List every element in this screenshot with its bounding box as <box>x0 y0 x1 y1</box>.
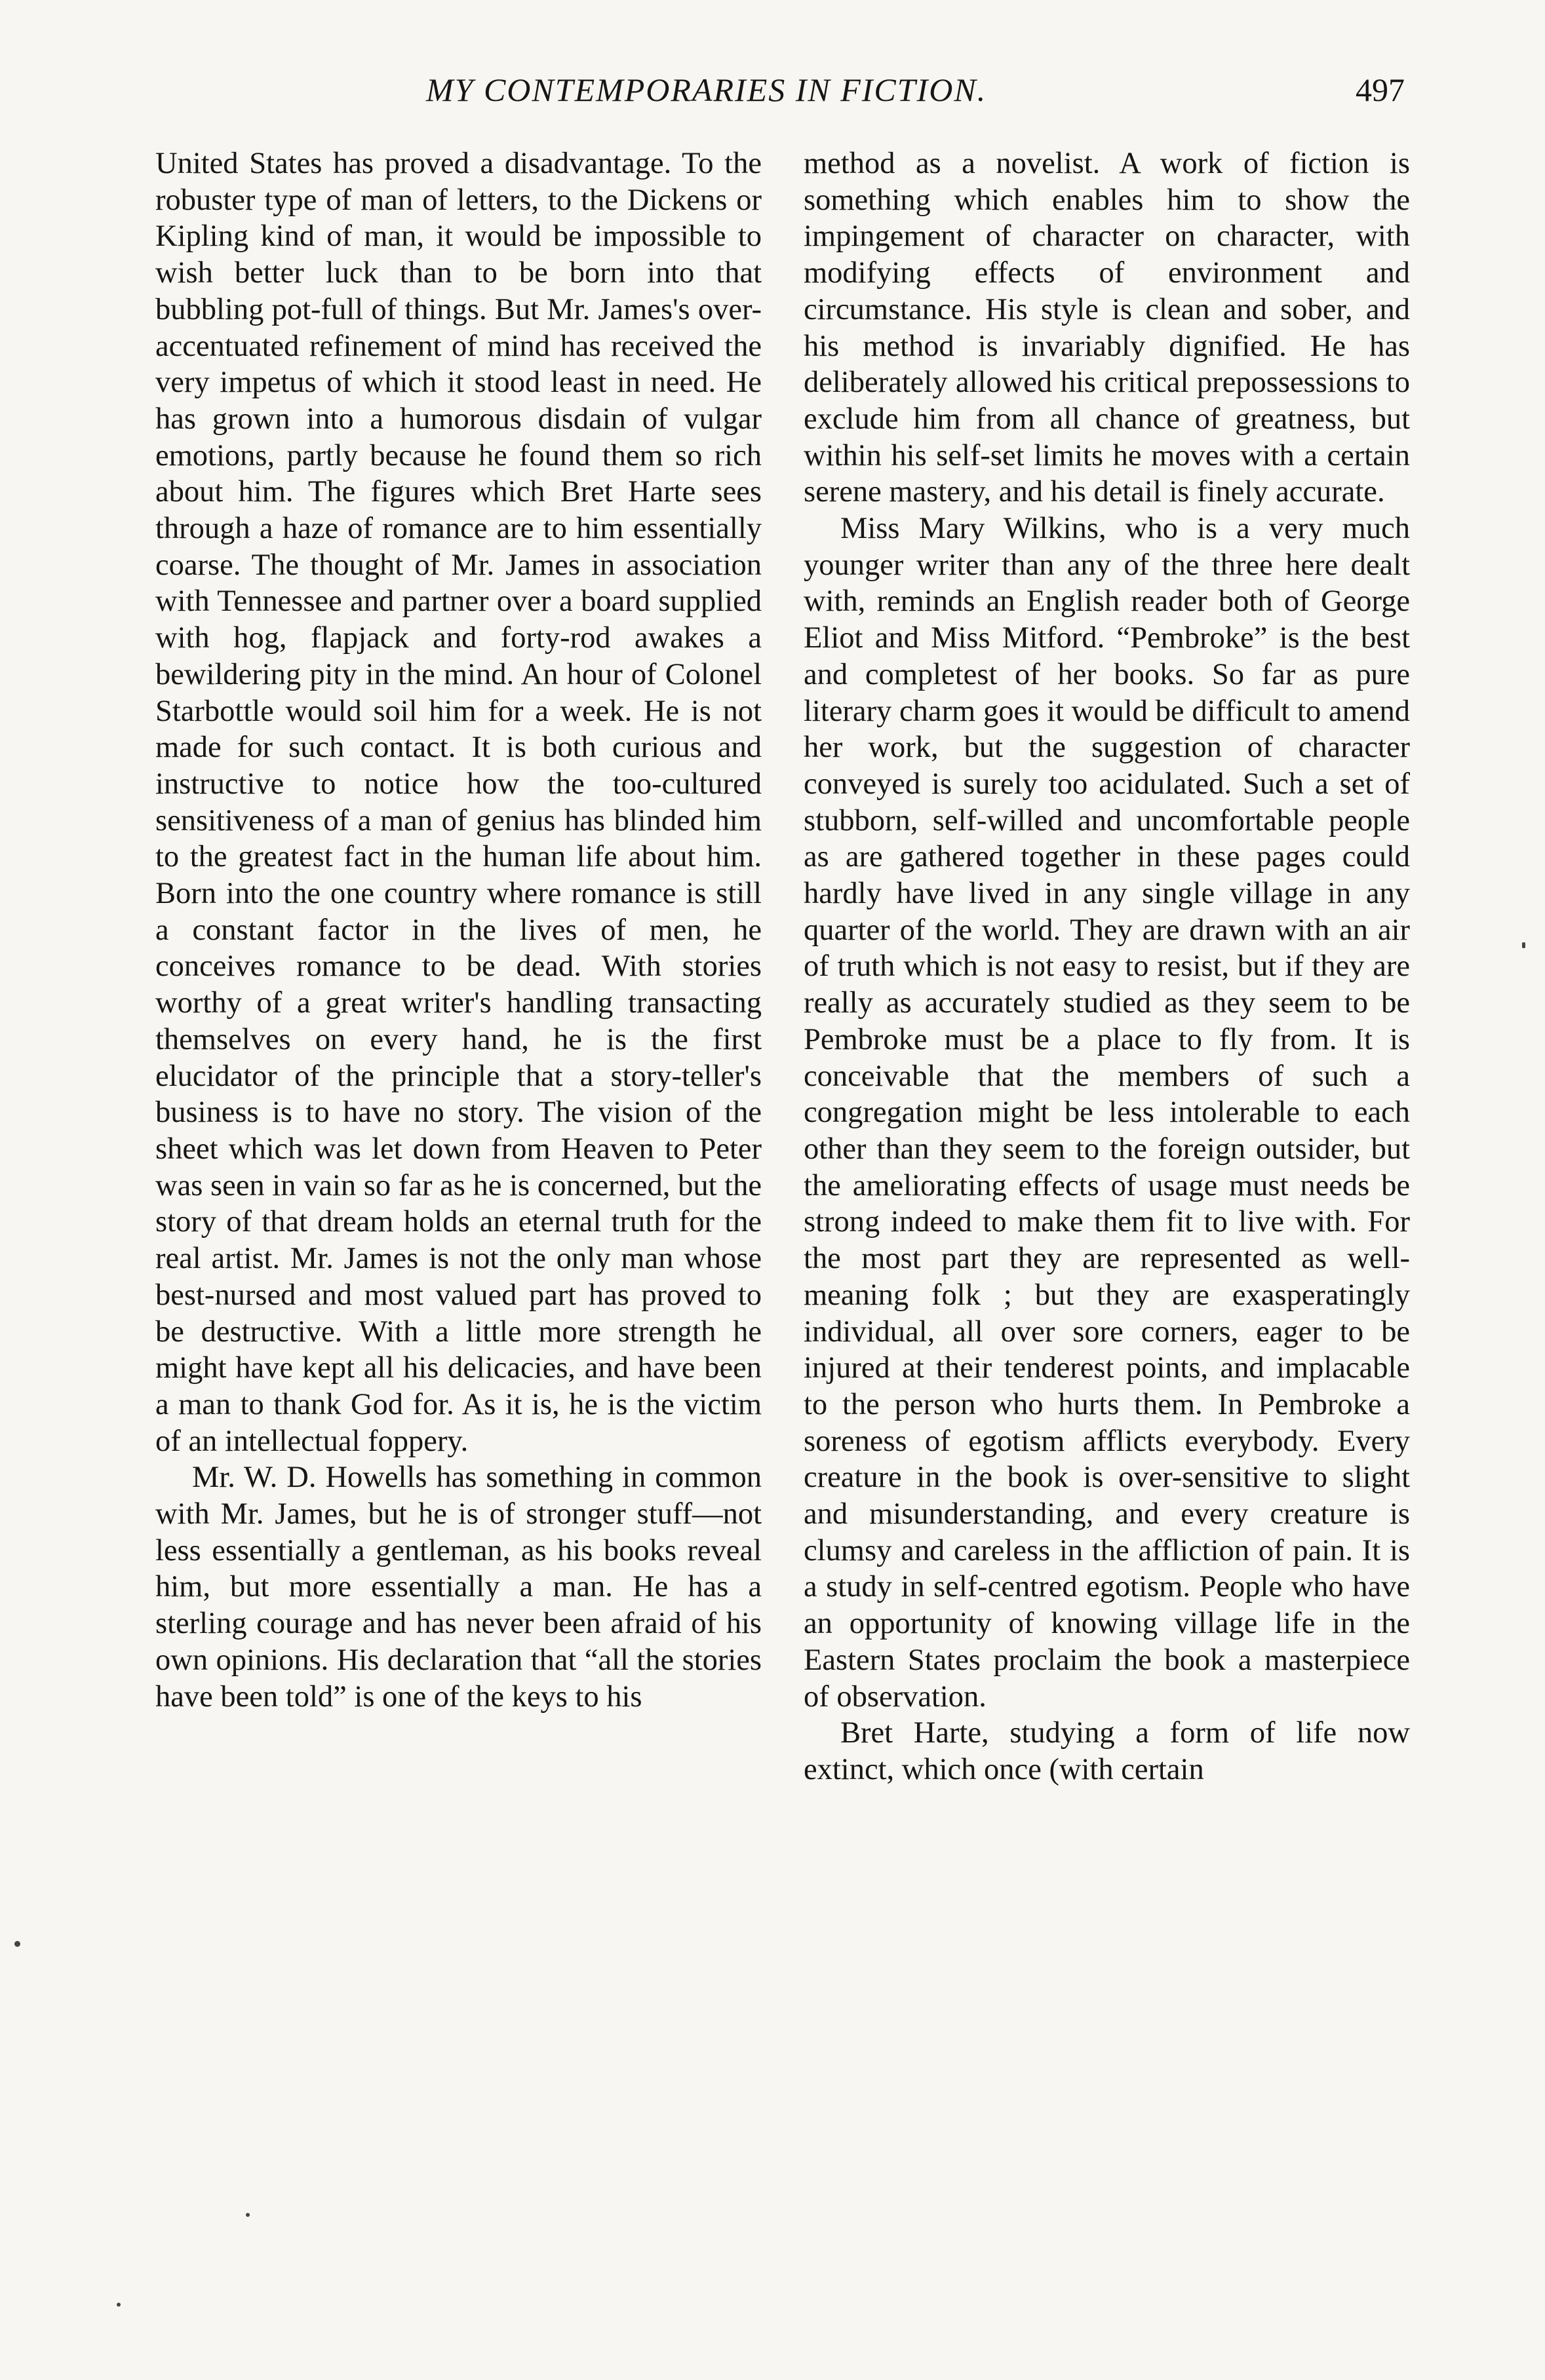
left-column <box>155 145 762 1715</box>
paragraph: method as a novelist. A work of fiction is something which enables him to show the impingement of character on character, with modifying effects of environment and circumstance. His style is clean and sober, and his method is invariably dignified. He has deliberately allowed his critical prepossessions to exclude him from all chance of greatness, but within his self-set limits he moves with a certain serene mastery, and his detail is finely accurate. <box>804 147 1410 509</box>
scan-speck <box>246 2213 250 2217</box>
page-number: 497 <box>1356 71 1405 108</box>
paragraph: United States has proved a disadvantage. To the robuster type of man of letters, to the Dickens or Kipling kind of man, it would be impossible to wish better luck than to be born into that bubbling pot-full of things. But Mr. James's over-accentuated refinement of mind has received the very impetus of which it stood least in need. He has grown into a humorous disdain of vulgar emotions, partly because he found them so rich about him. The figures which Bret Harte sees through a haze of romance are to him essentially coarse. The thought of Mr. James in association with Tennessee and partner over a board supplied with hog, flapjack and forty-rod awakes a bewildering pity in the mind. An hour of Colonel Starbottle would soil him for a week. He is not made for such contact. It is both curious and instructive to notice how the too-cultured sensitiveness of a man of genius has blinded him to the greatest fact in the human life about him. Born into the one country where romance is still a constant factor in the lives of men, he conceives romance to be dead. With stories worthy of a great writer's handling transacting themselves on every hand, he is the first elucidator of the principle that a story-teller's business is to have no story. The vision of the sheet which was let down from Heaven to Peter was seen in vain so far as he is concerned, but the story of that dream holds an eternal truth for the real artist. Mr. James is not the only man whose best-nursed and most valued part has proved to be destructive. With a little more strength he might have kept all his delicacies, and have been a man to thank God for. As it is, he is the victim of an intellectual foppery. <box>155 147 762 1458</box>
paragraph: Mr. W. D. Howells has something in common with Mr. James, but he is of stronger stuff—not less essentially a gentleman, as his books reveal him, but more essentially a man. He has a sterling courage and has never been afraid of his own opinions. His declaration that “all the stories have been told” is one of the keys to his <box>155 1461 762 1714</box>
scan-speck <box>14 1941 20 1947</box>
running-title: MY CONTEMPORARIES IN FICTION. <box>426 71 987 108</box>
right-column <box>804 145 1410 1788</box>
scan-speck <box>117 2303 121 2307</box>
paragraph: Bret Harte, studying a form of life now extinct, which once (with certain <box>804 1716 1410 1786</box>
paragraph: Miss Mary Wilkins, who is a very much younger writer than any of the three here dealt with, reminds an English reader both of George Eliot and Miss Mitford. “Pembroke” is the best and completest of her books. So far as pure literary charm goes it would be difficult to amend her work, but the suggestion of character conveyed is surely too acidulated. Such a set of stubborn, self-willed and uncomfortable people as are gathered together in these pages could hardly have lived in any single village in any quarter of the world. They are drawn with an air of truth which is not easy to resist, but if they are really as accurately studied as they seem to be Pembroke must be a place to fly from. It is conceivable that the members of such a congregation might be less intolerable to each other than they seem to the foreign outsider, but the ameliorating effects of usage must needs be strong indeed to make them fit to live with. For the most part they are represented as well-meaning folk ; but they are exasperatingly individual, all over sore corners, eager to be injured at their tenderest points, and implacable to the person who hurts them. In Pembroke a soreness of egotism afflicts everybody. Every creature in the book is over-sensitive to slight and misunderstanding, and every creature is clumsy and careless in the affliction of pain. It is a study in self-centred egotism. People who have an opportunity of knowing village life in the Eastern States proclaim the book a masterpiece of observation. <box>804 512 1410 1714</box>
scan-speck <box>1522 942 1525 948</box>
